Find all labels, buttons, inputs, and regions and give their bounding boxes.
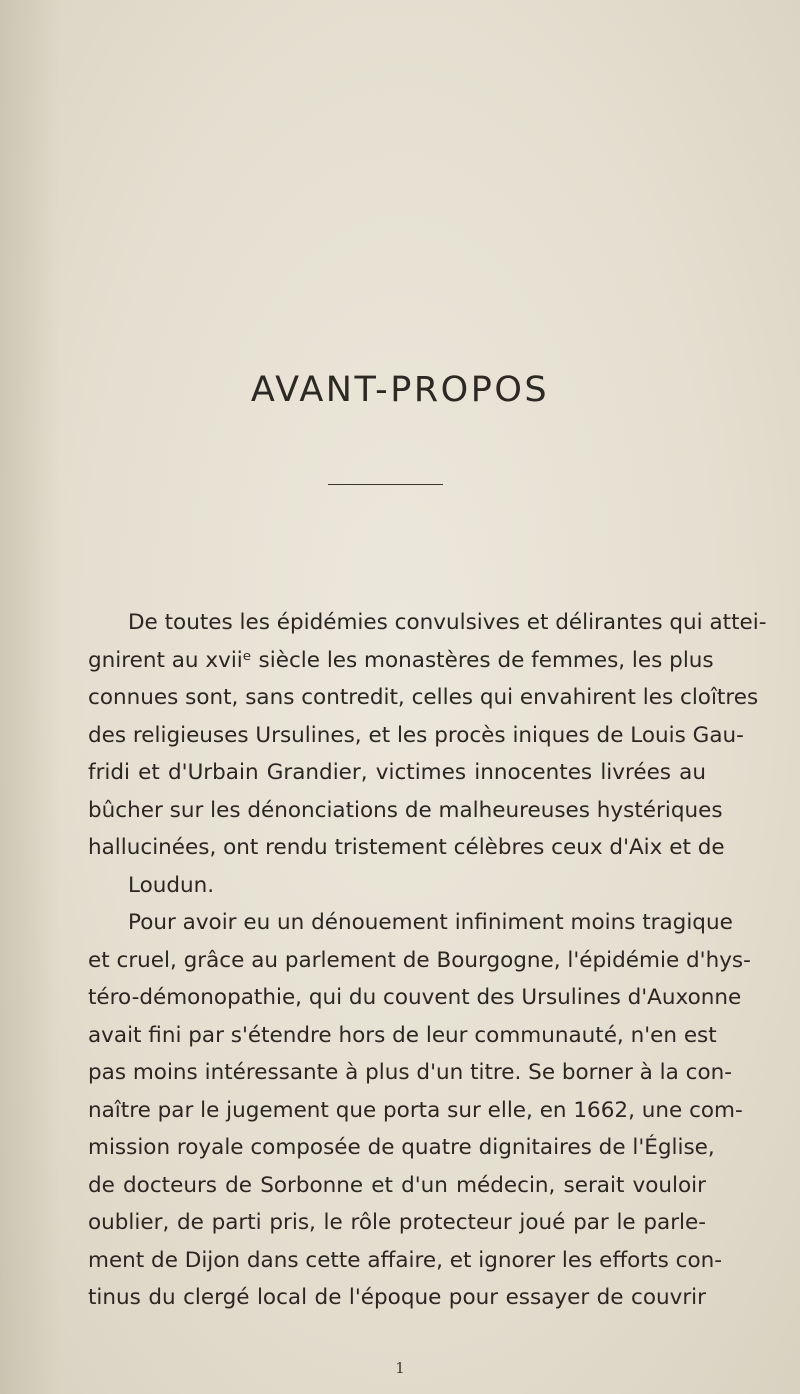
text-line: Pour avoir eu un dénouement infiniment moins tragique xyxy=(128,910,733,935)
heading-divider xyxy=(328,484,443,485)
text-line: gnirent au xviiᵉ siècle les monastères de femmes, les plus xyxy=(88,647,714,673)
text-line: hallucinées, ont rendu tristement célèbres ceux d'Aix et de xyxy=(88,835,725,860)
text-line: connues sont, sans contredit, celles qui envahirent les cloîtres xyxy=(88,685,759,710)
text-line: mission royale composée de quatre dignitaires de l'Église, xyxy=(88,1135,715,1160)
text-line: fridi et d'Urbain Grandier, victimes innocentes livrées au xyxy=(88,760,706,785)
text-line: oublier, de parti pris, le rôle protecteur joué par le parle- xyxy=(88,1210,706,1235)
text-line: De toutes les épidémies convulsives et délirantes qui attei- xyxy=(128,610,767,635)
page-number: 1 xyxy=(395,1359,405,1377)
text-line: de docteurs de Sorbonne et d'un médecin, serait vouloir xyxy=(88,1172,706,1198)
text-line: naître par le jugement que porta sur elle, en 1662, une com- xyxy=(88,1097,743,1123)
text-line: pas moins intéressante à plus d'un titre. Se borner à la con- xyxy=(88,1060,733,1085)
body-text xyxy=(88,604,767,1317)
text-line: des religieuses Ursulines, et les procès iniques de Louis Gau- xyxy=(88,722,744,748)
chapter-heading: AVANT-PROPOS xyxy=(250,370,550,410)
text-line: tinus du clergé local de l'époque pour essayer de couvrir xyxy=(88,1285,706,1310)
text-line: et cruel, grâce au parlement de Bourgogne, l'épidémie d'hys- xyxy=(88,947,751,973)
text-line: Loudun. xyxy=(128,872,215,898)
text-line: bûcher sur les dénonciations de malheureuses hystériques xyxy=(88,797,723,823)
text-line: téro-démonopathie, qui du couvent des Ursulines d'Auxonne xyxy=(88,985,742,1010)
text-line: ment de Dijon dans cette affaire, et ignorer les efforts con- xyxy=(88,1247,722,1273)
page-shadow-edge xyxy=(0,0,60,1394)
text-line: avait fini par s'étendre hors de leur communauté, n'en est xyxy=(88,1022,717,1048)
